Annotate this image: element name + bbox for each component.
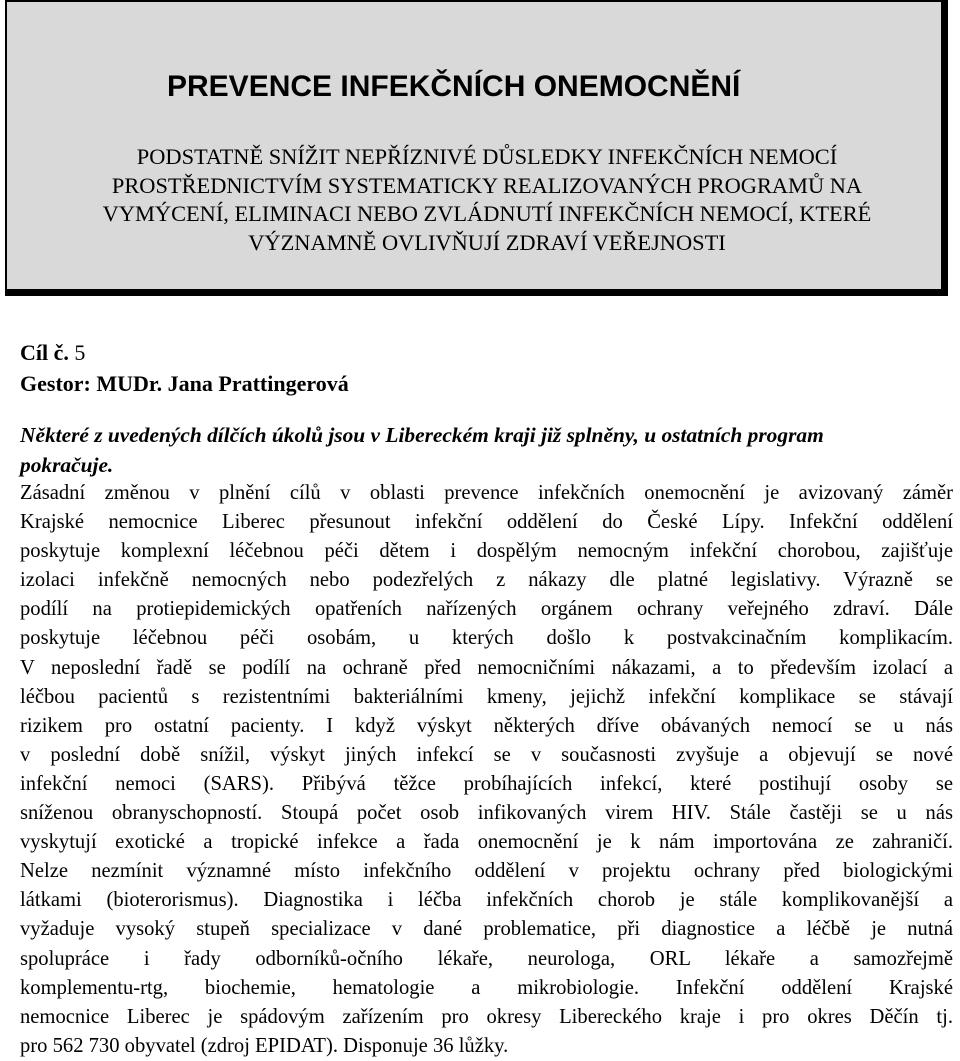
goal-line bbox=[20, 337, 349, 368]
body-line: poskytuje léčebnou péči osobám, u kterých došlo k postvakcinačním komplikacím. bbox=[20, 627, 953, 650]
body-line: vyžaduje vysoký stupeň specializace v dané problematice, při diagnostice a léčbě je nutná bbox=[20, 918, 953, 941]
guarantor-label: Gestor: bbox=[20, 371, 91, 396]
body-line: spolupráce i řady odborníků-očního lékaře, neurologa, ORL lékaře a samozřejmě bbox=[20, 947, 953, 970]
intro-line: Některé z uvedených dílčích úkolů jsou v Libereckém kraji již splněny, u ostatních program bbox=[20, 423, 824, 447]
body-line: vyskytují exotické a tropické infekce a řada onemocnění je k nám importována ze zahraničí. bbox=[20, 831, 953, 854]
subtitle-line: VÝZNAMNĚ OVLIVŇUJÍ ZDRAVÍ VEŘEJNOSTI bbox=[248, 229, 726, 255]
page-title: PREVENCE INFEKČNÍCH ONEMOCNĚNÍ bbox=[167, 70, 741, 103]
body-paragraph bbox=[20, 479, 953, 1061]
subtitle-line: PROSTŘEDNICTVÍM SYSTEMATICKY REALIZOVANÝCH PROGRAMŮ NA bbox=[111, 172, 863, 198]
body-line: izolaci infekčně nemocných nebo podezřelých z nákazy dle platné legislativy. Výrazně se bbox=[20, 569, 953, 592]
body-line: rizikem pro ostatní pacienty. I když výskyt některých dříve obávaných nemocí se u nás bbox=[20, 714, 953, 737]
goal-meta bbox=[20, 337, 349, 399]
subtitle-line: PODSTATNĚ SNÍŽIT NEPŘÍZNIVÉ DŮSLEDKY INFEKČNÍCH NEMOCÍ bbox=[136, 144, 838, 169]
body-line: v poslední době snížil, výskyt jiných infekcí se v současnosti zvyšuje a objevují se nové bbox=[20, 743, 953, 766]
body-line: pro 562 730 obyvatel (zdroj EPIDAT). Disponuje 36 lůžky. bbox=[20, 1034, 509, 1057]
body-line: infekční nemoci (SARS). Přibývá těžce probíhajících infekcí, které postihují osoby se bbox=[20, 772, 953, 795]
body-line: látkami (bioterorismus). Diagnostika i léčba infekčních chorob je stále komplikovanější a bbox=[20, 889, 953, 912]
body-line: komplementu-rtg, biochemie, hematologie a mikrobiologie. Infekční oddělení Krajské bbox=[20, 976, 953, 999]
goal-number: 5 bbox=[74, 340, 86, 365]
body-line: Zásadní změnou v plnění cílů v oblasti prevence infekčních onemocnění je avizovaný záměr bbox=[20, 482, 953, 504]
subtitle-line: VYMÝCENÍ, ELIMINACI NEBO ZVLÁDNUTÍ INFEKČNÍCH NEMOCÍ, KTERÉ bbox=[102, 201, 872, 226]
goal-label: Cíl č. bbox=[20, 340, 69, 365]
intro-line: pokračuje. bbox=[20, 452, 114, 477]
body-line: V neposlední řadě se podílí na ochraně před nemocničními nákazami, a to především izolací a bbox=[20, 656, 953, 679]
header-box bbox=[5, 0, 948, 296]
body-line: nemocnice Liberec je spádovým zařízením pro okresy Libereckého kraje i pro okres Děčín tj. bbox=[20, 1005, 953, 1028]
guarantor-name: MUDr. Jana Prattingerová bbox=[96, 371, 349, 396]
body-line: sníženou obranyschopností. Stoupá počet osob infikovaných virem HIV. Stále častěji se u nás bbox=[20, 802, 953, 825]
body-line: léčbou pacientů s rezistentními bakteriálními kmeny, jejichž infekční komplikace se stávají bbox=[20, 685, 953, 708]
body-line: poskytuje komplexní léčebnou péči dětem i dospělým nemocným infekční chorobou, zajišťuje bbox=[20, 540, 953, 563]
body-line: podílí na protiepidemických opatřeních nařízených orgánem ochrany veřejného zdraví. Dále bbox=[20, 598, 953, 621]
body-line: Nelze nezmínit významné místo infekčního oddělení v projektu ochrany před biologickými bbox=[20, 860, 953, 883]
body-line: Krajské nemocnice Liberec přesunout infekční oddělení do České Lípy. Infekční oddělení bbox=[20, 511, 953, 534]
intro-paragraph bbox=[20, 421, 953, 480]
goal-subtitle bbox=[47, 143, 927, 257]
guarantor-line bbox=[20, 368, 349, 399]
